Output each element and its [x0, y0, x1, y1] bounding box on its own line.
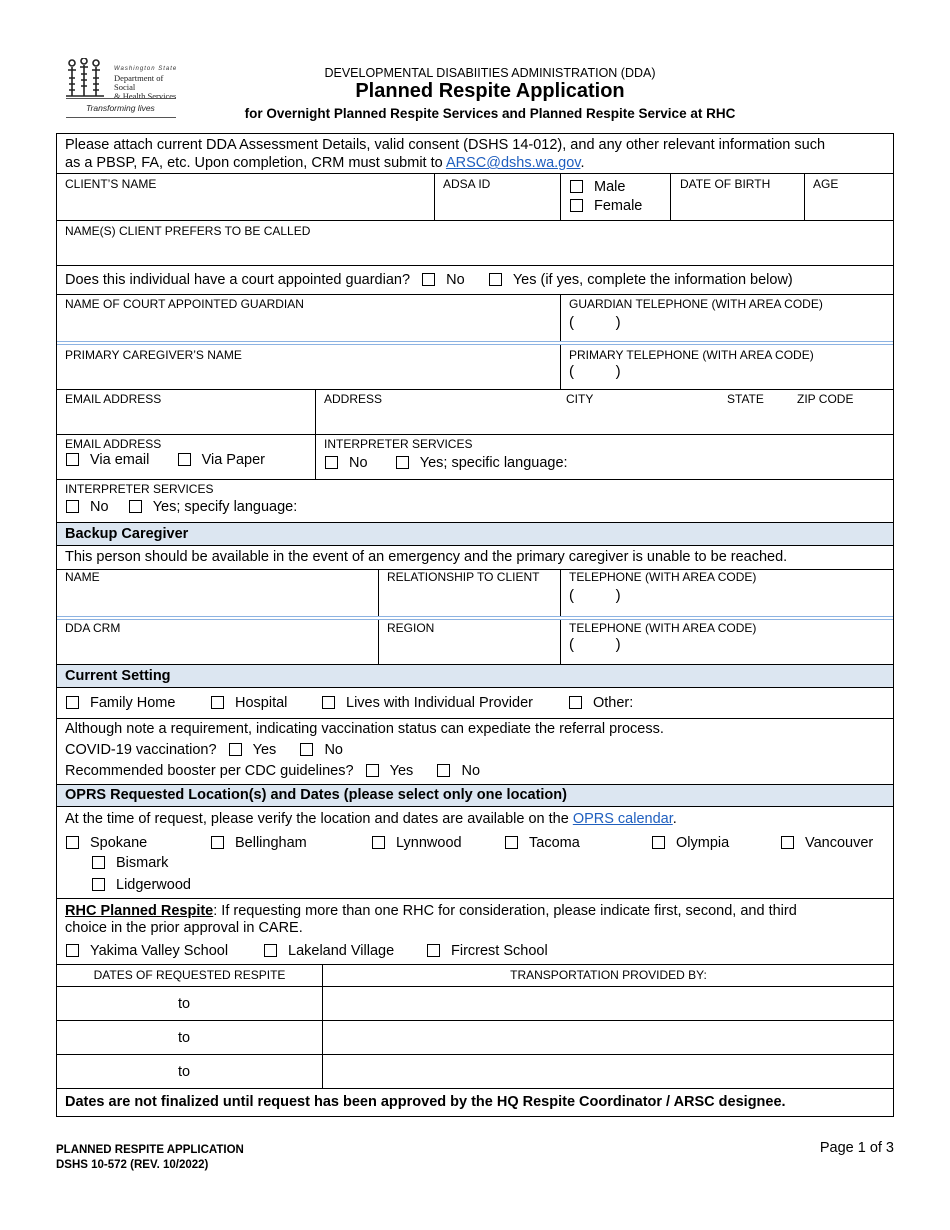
table-row — [57, 987, 893, 1021]
lakeland-village-checkbox[interactable] — [264, 944, 277, 957]
oprs-calendar-link[interactable]: OPRS calendar — [572, 811, 673, 827]
logo-department: Department of Social & Health Services — [114, 73, 177, 101]
lynnwood-checkbox[interactable] — [372, 836, 385, 849]
guardian-phone-field[interactable]: GUARDIAN TELEPHONE (WITH AREA CODE) ( ) — [560, 295, 893, 341]
client-row — [57, 174, 893, 221]
backup-note: This person should be available in the event of an emergency and the primary caregiver is unable to be reached. — [57, 546, 893, 570]
table-row — [57, 1021, 893, 1055]
backup-phone-field[interactable]: TELEPHONE (WITH AREA CODE) ( ) — [560, 570, 893, 616]
respite-dates-field[interactable]: to — [178, 1064, 191, 1080]
bellingham-checkbox[interactable] — [211, 836, 224, 849]
age-field[interactable]: AGE — [804, 174, 893, 220]
guardian-yes-checkbox[interactable] — [489, 273, 502, 286]
vaccination-row: Although note a requirement, indicating vaccination status can expediate the referral process. COVID-19 vaccination? Yes No Recommended booster per CDC guidelines? Yes No — [57, 719, 893, 785]
oprs-heading: OPRS Requested Location(s) and Dates (please select only one location) — [57, 785, 893, 807]
client-interpreter-group: INTERPRETER SERVICES No Yes; specify language: — [57, 480, 893, 523]
tacoma-checkbox[interactable] — [505, 836, 518, 849]
male-checkbox[interactable] — [570, 180, 583, 193]
address-row — [57, 390, 893, 435]
dob-field[interactable]: DATE OF BIRTH — [670, 174, 804, 220]
contact-preference-group: EMAIL ADDRESS Via email Via Paper — [65, 437, 265, 468]
client-name-field[interactable]: CLIENT’S NAME — [65, 177, 157, 191]
logo-state: Washington State — [114, 66, 178, 72]
family-home-checkbox[interactable] — [66, 696, 79, 709]
via-email-checkbox[interactable] — [66, 453, 79, 466]
setting-options: Family Home Hospital Lives with Individual Provider Other: — [57, 688, 893, 719]
vancouver-checkbox[interactable] — [781, 836, 794, 849]
guardian-name-field[interactable]: NAME OF COURT APPOINTED GUARDIAN — [65, 297, 304, 311]
other-setting-checkbox[interactable] — [569, 696, 582, 709]
bismark-checkbox[interactable] — [92, 856, 105, 869]
page-number: Page 1 of 3 — [819, 1140, 894, 1156]
guardian-no-checkbox[interactable] — [422, 273, 435, 286]
backup-name-field[interactable]: NAME — [65, 570, 100, 584]
dates-footer-note: Dates are not finalized until request has been approved by the HQ Respite Coordinator / ARSC designee. — [65, 1094, 786, 1110]
form-footer — [56, 1143, 244, 1173]
rhc-row: RHC Planned Respite: If requesting more than one RHC for consideration, please indicate first, second, and third choice in the prior approval in CARE. Yakima Valley School Lakeland Village Fircrest School — [57, 899, 893, 965]
transportation-field[interactable] — [322, 1055, 893, 1088]
caregiver-email-field[interactable]: EMAIL ADDRESS — [65, 392, 162, 406]
caregiver-interpreter-yes-checkbox[interactable] — [396, 456, 409, 469]
via-paper-checkbox[interactable] — [178, 453, 191, 466]
form-number: DSHS 10-572 (REV. 10/2022) — [56, 1159, 209, 1171]
female-checkbox[interactable] — [570, 199, 583, 212]
caregiver-interpreter-group: INTERPRETER SERVICES No Yes; specific language: — [315, 435, 893, 479]
booster-no-checkbox[interactable] — [437, 764, 450, 777]
guardian-question-row: Does this individual have a court appointed guardian? No Yes (if yes, complete the information below) — [57, 266, 893, 295]
spokane-checkbox[interactable] — [66, 836, 79, 849]
logo-tagline: Transforming lives — [86, 103, 155, 113]
fircrest-school-checkbox[interactable] — [427, 944, 440, 957]
caregiver-row — [57, 345, 893, 390]
covid-no-checkbox[interactable] — [300, 743, 313, 756]
respite-dates-field[interactable]: to — [178, 1030, 191, 1046]
booster-yes-checkbox[interactable] — [366, 764, 379, 777]
client-interpreter-yes-checkbox[interactable] — [129, 500, 142, 513]
olympia-checkbox[interactable] — [652, 836, 665, 849]
guardian-row — [57, 295, 893, 345]
caregiver-name-field[interactable]: PRIMARY CAREGIVER’S NAME — [65, 348, 242, 362]
individual-provider-checkbox[interactable] — [322, 696, 335, 709]
preferences-row — [57, 435, 893, 480]
application-form — [56, 133, 894, 1117]
caregiver-phone-field[interactable]: PRIMARY TELEPHONE (WITH AREA CODE) ( ) — [560, 345, 893, 389]
backup-caregiver-heading: Backup Caregiver — [57, 523, 893, 546]
dates-table-header: DATES OF REQUESTED RESPITE TRANSPORTATION PROVIDED BY: — [57, 965, 893, 987]
table-row — [57, 1055, 893, 1089]
form-name: PLANNED RESPITE APPLICATION — [56, 1144, 244, 1156]
caregiver-address-field[interactable]: ADDRESS CITY STATE ZIP CODE — [315, 390, 893, 434]
region-field[interactable]: REGION — [378, 620, 560, 664]
backup-relationship-field[interactable]: RELATIONSHIP TO CLIENT — [378, 570, 560, 616]
transportation-field[interactable] — [322, 1021, 893, 1054]
preferred-name-field[interactable]: NAME(S) CLIENT PREFERS TO BE CALLED — [57, 221, 893, 266]
caregiver-interpreter-no-checkbox[interactable] — [325, 456, 338, 469]
agency-name: DEVELOPMENTAL DISABIITIES ADMINISTRATION (DDA) — [324, 66, 656, 80]
respite-dates-field[interactable]: to — [178, 996, 191, 1012]
covid-yes-checkbox[interactable] — [229, 743, 242, 756]
arsc-email-link[interactable]: ARSC@dshs.wa.gov — [445, 155, 581, 171]
gender-group: Male Female — [560, 174, 670, 220]
yakima-valley-checkbox[interactable] — [66, 944, 79, 957]
page-title: Planned Respite Application — [355, 80, 625, 102]
lidgerwood-checkbox[interactable] — [92, 878, 105, 891]
dda-crm-field[interactable]: DDA CRM — [65, 621, 121, 635]
current-setting-heading: Current Setting — [57, 665, 893, 688]
backup-row — [57, 570, 893, 620]
client-interpreter-no-checkbox[interactable] — [66, 500, 79, 513]
crm-phone-field[interactable]: TELEPHONE (WITH AREA CODE) ( ) — [560, 620, 893, 664]
transportation-field[interactable] — [322, 987, 893, 1020]
intro-row: Please attach current DDA Assessment Details, valid consent (DSHS 14-012), and any other relevant information such as a PBSP, FA, etc. Upon completion, CRM must submit to ARSC@dshs.wa.gov. — [57, 134, 893, 174]
page-subtitle: for Overnight Planned Respite Services and Planned Respite Service at RHC — [244, 106, 736, 121]
adsa-id-field[interactable]: ADSA ID — [434, 174, 560, 220]
oprs-locations: At the time of request, please verify the location and dates are available on the OPRS calendar. Spokane Bellingham Lynnwood Tacoma Olympia Vancouver Bismark Lidgerwood — [57, 807, 893, 899]
crm-row — [57, 620, 893, 665]
hospital-checkbox[interactable] — [211, 696, 224, 709]
